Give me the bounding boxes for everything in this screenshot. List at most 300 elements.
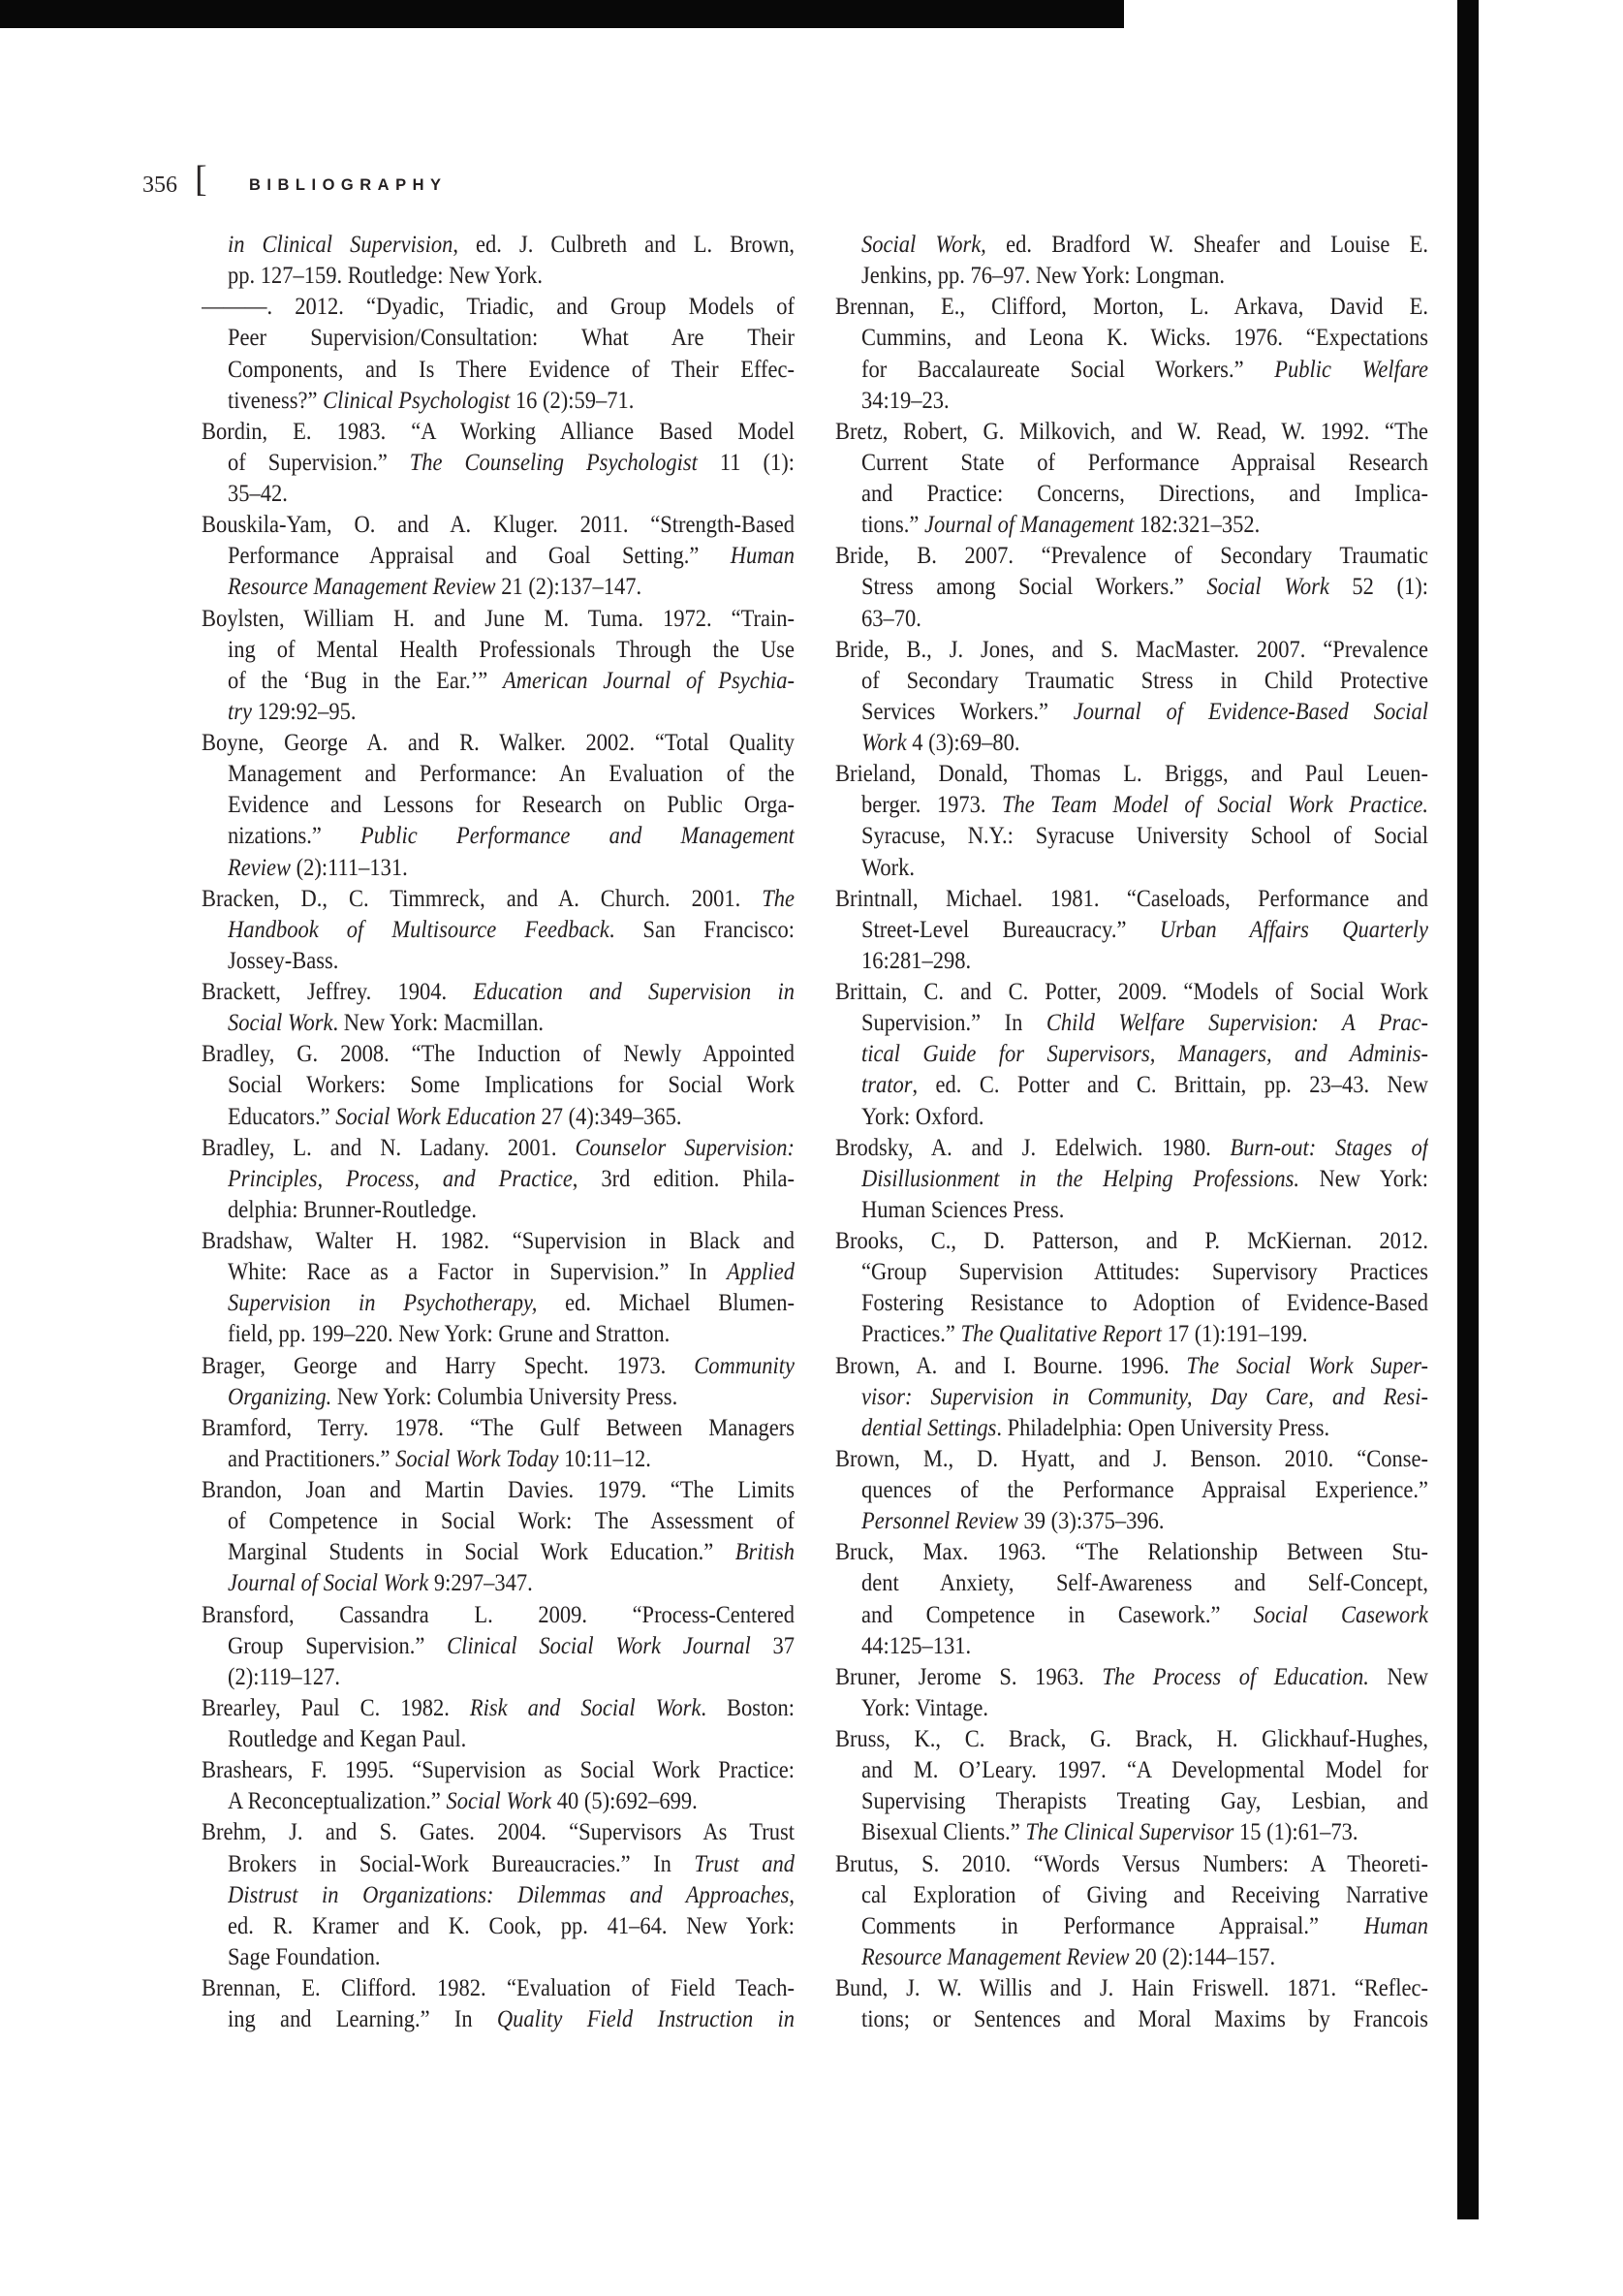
bib-line	[861, 697, 1428, 728]
bib-text-segment: 40 (5):692–699.	[551, 1788, 698, 1815]
bib-line	[835, 1849, 1428, 1880]
bib-line	[835, 1973, 1428, 2004]
bib-line	[835, 1662, 1428, 1693]
bib-line	[835, 1133, 1428, 1164]
bib-title-segment: Personnel Review	[861, 1508, 1018, 1535]
bib-text-segment: 44:125–131.	[861, 1632, 972, 1659]
bib-text-segment: 15 (1):61–73.	[1233, 1819, 1358, 1846]
bib-line	[202, 1600, 795, 1631]
bib-title-segment: Human	[1363, 1912, 1428, 1939]
bib-line	[861, 479, 1428, 510]
bib-text-segment: Brown, M., D. Hyatt, and J. Benson. 2010. “Conse-	[835, 1445, 1428, 1472]
bib-line	[228, 1382, 795, 1413]
bib-line	[861, 728, 1428, 759]
bib-line	[861, 323, 1428, 354]
bib-line	[228, 572, 795, 603]
bib-line	[228, 1288, 795, 1319]
bib-text-segment: ing and Learning.” In	[228, 2006, 497, 2033]
bib-text-segment: Bramford, Terry. 1978. “The Gulf Between Managers	[202, 1414, 795, 1441]
bib-line	[835, 884, 1428, 915]
bib-title-segment: Organizing.	[228, 1383, 332, 1410]
bib-text-segment: Brintnall, Michael. 1981. “Caseloads, Performance and	[835, 885, 1428, 912]
bib-text-segment: . Boston:	[701, 1694, 795, 1721]
bib-line	[861, 1070, 1428, 1101]
bib-text-segment: Bretz, Robert, G. Milkovich, and W. Read, W. 1992. “The	[835, 418, 1428, 445]
bib-title-segment: Clinical Social Work Journal	[447, 1632, 751, 1659]
bib-line	[835, 541, 1428, 572]
bib-line	[228, 230, 795, 261]
bib-line	[202, 1039, 795, 1070]
bib-line	[228, 1164, 795, 1195]
bib-text-segment: 4 (3):69–80.	[906, 730, 1020, 756]
bib-line	[861, 1600, 1428, 1631]
bib-text-segment: Bordin, E. 1983. “A Working Alliance Based Model	[202, 418, 795, 445]
bib-line	[228, 1786, 795, 1817]
bib-title-segment: Education and Supervision in	[473, 979, 795, 1005]
bib-line	[835, 977, 1428, 1008]
scan-artifact-right-bar	[1457, 0, 1479, 2219]
bibliography-column-right	[835, 230, 1428, 2035]
bib-text-segment: Sage Foundation.	[228, 1943, 381, 1970]
bib-line	[861, 946, 1428, 977]
bib-line	[228, 1631, 795, 1662]
bib-text-segment: Jossey-Bass.	[228, 947, 339, 974]
bib-text-segment: ed. Michael Blumen-	[537, 1290, 795, 1317]
bib-line	[861, 386, 1428, 417]
bib-line	[228, 759, 795, 790]
bib-title-segment: Applied	[727, 1259, 795, 1286]
bib-text-segment: 34:19–23.	[861, 387, 950, 414]
bib-line	[861, 448, 1428, 479]
bib-text-segment: , 3rd edition. Phila-	[572, 1165, 795, 1192]
bib-title-segment: The	[762, 885, 795, 912]
bib-text-segment: (2):111–131.	[290, 854, 408, 881]
bib-line	[228, 2004, 795, 2035]
bib-text-segment: of the ‘Bug in the Ear.’”	[228, 667, 503, 694]
bib-text-segment: Brennan, E., Clifford, Morton, L. Arkava, David E.	[835, 294, 1428, 321]
bib-text-segment: (2):119–127.	[228, 1663, 341, 1690]
bib-text-segment: of Secondary Traumatic Stress in Child Protective	[861, 667, 1428, 694]
bib-title-segment: Clinical Psychologist	[323, 387, 511, 414]
bib-text-segment: ed. R. Kramer and K. Cook, pp. 41–64. New York:	[228, 1912, 795, 1939]
bib-line	[861, 821, 1428, 852]
bib-line	[228, 853, 795, 884]
bib-text-segment: Management and Performance: An Evaluation of the	[228, 761, 795, 788]
page-title: BIBLIOGRAPHY	[249, 176, 448, 194]
bib-text-segment: Bradley, G. 2008. “The Induction of Newly Appointed	[202, 1041, 795, 1068]
bib-line	[228, 666, 795, 697]
bib-title-segment: trator	[861, 1072, 913, 1099]
bib-line	[228, 541, 795, 572]
bib-text-segment: “Group Supervision Attitudes: Supervisory Practices	[861, 1259, 1428, 1286]
bib-line	[835, 759, 1428, 790]
bib-title-segment: The Process of Education.	[1102, 1663, 1369, 1690]
bib-title-segment: Journal of Management	[923, 512, 1135, 539]
bib-line	[202, 510, 795, 541]
bibliography-column-left	[202, 230, 795, 2035]
bib-line	[861, 1413, 1428, 1444]
bib-title-segment: Resource Management Review	[861, 1943, 1130, 1970]
bib-text-segment: Bruss, K., C. Brack, G. Brack, H. Glickhauf-Hughes,	[835, 1726, 1428, 1752]
bib-title-segment: Distrust in Organizations: Dilemmas and Approaches	[228, 1881, 790, 1908]
bib-text-segment: 10:11–12.	[558, 1445, 651, 1472]
bib-text-segment: Peer Supervision/Consultation: What Are Their	[228, 325, 795, 352]
bib-title-segment: Social Work Education	[335, 1103, 536, 1130]
bib-line	[228, 1537, 795, 1568]
bib-line	[228, 1195, 795, 1226]
bib-line	[861, 853, 1428, 884]
bib-text-segment: Current State of Performance Appraisal Research	[861, 449, 1428, 476]
bib-text-segment: , ed. C. Potter and C. Brittain, pp. 23–43. New	[912, 1072, 1428, 1099]
bib-text-segment: Bracken, D., C. Timmreck, and A. Church. 2001.	[202, 885, 763, 912]
bib-line	[861, 355, 1428, 386]
bib-line	[228, 1911, 795, 1942]
bib-text-segment: tions.”	[861, 512, 924, 539]
bib-line	[861, 1475, 1428, 1506]
bib-text-segment: 39 (3):375–396.	[1017, 1508, 1165, 1535]
bib-title-segment: Public Welfare	[1274, 356, 1428, 383]
bib-text-segment: Bradley, L. and N. Ladany. 2001.	[202, 1134, 576, 1161]
bib-line	[861, 915, 1428, 946]
bib-text-segment: Marginal Students in Social Work Education.”	[228, 1539, 735, 1566]
bib-line	[861, 1568, 1428, 1599]
bib-title-segment: Risk and Social Work	[469, 1694, 702, 1721]
bib-text-segment: Brearley, Paul C. 1982.	[202, 1694, 470, 1721]
bib-text-segment: , ed. J. Culbreth and L. Brown,	[453, 232, 795, 258]
bib-line	[228, 1662, 795, 1693]
bib-line	[202, 1973, 795, 2004]
bib-text-segment: 16:281–298.	[861, 947, 972, 974]
bib-text-segment: of Supervision.”	[228, 449, 410, 476]
bib-line	[861, 510, 1428, 541]
bib-text-segment: field, pp. 199–220. New York: Grune and Stratton.	[228, 1321, 671, 1348]
bib-text-segment: Bradshaw, Walter H. 1982. “Supervision in Black and	[202, 1228, 795, 1254]
bib-line	[202, 1475, 795, 1506]
bib-line	[835, 1537, 1428, 1568]
bib-title-segment: Quality Field Instruction in	[496, 2006, 795, 2033]
bib-title-segment: Principles, Process, and Practice	[228, 1165, 573, 1192]
bib-line	[228, 1942, 795, 1973]
bib-line	[228, 261, 795, 292]
bib-title-segment: Social Work	[446, 1788, 552, 1815]
bib-line	[202, 884, 795, 915]
bib-text-segment: 37	[750, 1632, 795, 1659]
bib-title-segment: visor: Supervision in Community, Day Care, and Resi-	[861, 1383, 1428, 1410]
bib-text-segment: Supervision.” In	[861, 1010, 1046, 1037]
bib-line	[202, 1817, 795, 1848]
bib-title-segment: American Journal of Psychia-	[502, 667, 795, 694]
bib-line	[228, 635, 795, 666]
bib-line	[861, 1693, 1428, 1724]
bib-text-segment: Bransford, Cassandra L. 2009. “Process-Centered	[202, 1601, 795, 1628]
bib-text-segment: Jenkins, pp. 76–97. New York: Longman.	[861, 263, 1226, 290]
bib-text-segment: delphia: Brunner-Routledge.	[228, 1196, 477, 1223]
bib-text-segment: 9:297–347.	[428, 1570, 533, 1597]
bib-text-segment: 20 (2):144–157.	[1129, 1943, 1276, 1970]
bib-text-segment: berger. 1973.	[861, 792, 1002, 819]
header-bracket-glyph: [	[195, 159, 207, 200]
bib-text-segment: 129:92–95.	[252, 698, 357, 725]
bib-text-segment: Supervising Therapists Treating Gay, Lesbian, and	[861, 1788, 1428, 1815]
bib-text-segment: Practices.”	[861, 1321, 961, 1348]
bib-text-segment: Brokers in Social-Work Bureaucracies.” In	[228, 1850, 695, 1877]
bib-title-segment: Public Performance and Management	[360, 823, 795, 850]
bib-text-segment: Brutus, S. 2010. “Words Versus Numbers: A Theoreti-	[835, 1850, 1428, 1877]
bib-text-segment: Brashears, F. 1995. “Supervision as Social Work Practice:	[202, 1757, 795, 1784]
bib-line	[202, 728, 795, 759]
bib-text-segment: Bruck, Max. 1963. “The Relationship Between Stu-	[835, 1539, 1428, 1566]
bib-line	[202, 977, 795, 1008]
bib-title-segment: Social Work	[228, 1010, 333, 1037]
bib-text-segment: cal Exploration of Giving and Receiving Narrative	[861, 1881, 1428, 1908]
bib-text-segment: dent Anxiety, Self-Awareness and Self-Concept,	[861, 1570, 1428, 1597]
bib-text-segment: Brittain, C. and C. Potter, 2009. “Models of Social Work	[835, 979, 1428, 1005]
bib-text-segment: Bruner, Jerome S. 1963.	[835, 1663, 1103, 1690]
bib-line	[861, 1786, 1428, 1817]
bib-line	[228, 1319, 795, 1350]
bib-text-segment: 182:321–352.	[1134, 512, 1261, 539]
bib-text-segment: Brieland, Donald, Thomas L. Briggs, and Paul Leuen-	[835, 761, 1428, 788]
bib-line	[228, 1102, 795, 1133]
bib-line	[861, 1102, 1428, 1133]
bib-line	[861, 1755, 1428, 1786]
bib-line	[202, 604, 795, 635]
bib-text-segment: Stress among Social Workers.”	[861, 574, 1207, 601]
bib-text-segment: and Practice: Concerns, Directions, and Implica-	[861, 481, 1428, 507]
bib-title-segment: Child Welfare Supervision: A Prac-	[1046, 1010, 1428, 1037]
bib-line	[202, 1755, 795, 1786]
bib-text-segment: 17 (1):191–199.	[1161, 1321, 1308, 1348]
bib-text-segment: Group Supervision.”	[228, 1632, 448, 1659]
bib-line	[861, 1506, 1428, 1537]
bib-title-segment: Trust and	[694, 1850, 795, 1877]
bib-text-segment: Bisexual Clients.”	[861, 1819, 1026, 1846]
bib-text-segment: Brehm, J. and S. Gates. 2004. “Supervisors As Trust	[202, 1819, 795, 1846]
bib-line	[228, 1880, 795, 1911]
bib-title-segment: in Clinical Supervision	[228, 232, 453, 258]
bib-text-segment: 16 (2):59–71.	[510, 387, 635, 414]
bib-text-segment: Bride, B., J. Jones, and S. MacMaster. 2007. “Prevalence	[835, 636, 1428, 663]
bib-text-segment: Bride, B. 2007. “Prevalence of Secondary Traumatic	[835, 543, 1428, 570]
bib-line	[861, 1257, 1428, 1288]
bib-line	[202, 1351, 795, 1382]
scan-artifact-top-bar	[0, 0, 1124, 28]
bib-text-segment: nizations.”	[228, 823, 361, 850]
bib-text-segment: Performance Appraisal and Goal Setting.”	[228, 543, 731, 570]
bib-line	[228, 1568, 795, 1599]
bib-text-segment: Social Workers: Some Implications for Social Work	[228, 1072, 795, 1099]
bib-line	[228, 697, 795, 728]
bib-line	[228, 1070, 795, 1101]
bib-line	[861, 1008, 1428, 1039]
page-number: 356	[142, 173, 177, 198]
bib-line	[835, 1444, 1428, 1475]
bib-title-segment: Disillusionment in the Helping Professions.	[861, 1165, 1299, 1192]
bib-text-segment: Brandon, Joan and Martin Davies. 1979. “The Limits	[202, 1477, 795, 1503]
bib-text-segment: . San Francisco:	[609, 916, 795, 943]
bib-text-segment: and M. O’Leary. 1997. “A Developmental Model for	[861, 1757, 1428, 1784]
bib-title-segment: Counselor Supervision:	[575, 1134, 795, 1161]
bib-line	[835, 292, 1428, 323]
bib-line	[861, 1164, 1428, 1195]
bib-title-segment: The Qualitative Report	[960, 1321, 1162, 1348]
bib-text-segment: Brager, George and Harry Specht. 1973.	[202, 1352, 695, 1379]
bib-text-segment: York: Vintage.	[861, 1694, 988, 1721]
bib-title-segment: Burn-out: Stages of	[1230, 1134, 1428, 1161]
bib-text-segment: 35–42.	[228, 481, 288, 507]
bib-title-segment: Resource Management Review	[228, 574, 496, 601]
bib-text-segment: ed. Bradford W. Sheafer and Louise E.	[985, 232, 1428, 258]
bib-title-segment: The Team Model of Social Work Practice.	[1001, 792, 1428, 819]
bib-text-segment: Boyne, George A. and R. Walker. 2002. “Total Quality	[202, 730, 795, 756]
bib-line	[835, 1351, 1428, 1382]
bib-text-segment: Fostering Resistance to Adoption of Evidence-Based	[861, 1290, 1428, 1317]
bib-text-segment: Routledge and Kegan Paul.	[228, 1726, 467, 1752]
bib-title-segment: Social Work	[1206, 574, 1329, 601]
bib-text-segment: Bouskila-Yam, O. and A. Kluger. 2011. “Strength-Based	[202, 512, 795, 539]
bib-title-segment: The Social Work Super-	[1186, 1352, 1428, 1379]
bib-text-segment: York: Oxford.	[861, 1103, 984, 1130]
bib-line	[861, 1942, 1428, 1973]
bib-title-segment: tical Guide for Supervisors, Managers, and Adminis-	[861, 1041, 1428, 1068]
bib-line	[861, 1195, 1428, 1226]
bib-line	[861, 1880, 1428, 1911]
bib-title-segment: dential Settings	[861, 1414, 997, 1441]
bib-line	[861, 230, 1428, 261]
bib-text-segment: and Competence in Casework.”	[861, 1601, 1254, 1628]
bib-line	[202, 1693, 795, 1724]
bib-text-segment: Street-Level Bureaucracy.”	[861, 916, 1160, 943]
bib-text-segment: 21 (2):137–147.	[495, 574, 642, 601]
bib-text-segment: tions; or Sentences and Moral Maxims by Francois	[861, 2006, 1428, 2033]
bib-line	[202, 292, 795, 323]
bib-line	[861, 1039, 1428, 1070]
bib-line	[861, 1382, 1428, 1413]
bib-text-segment: for Baccalaureate Social Workers.”	[861, 356, 1275, 383]
bib-title-segment: Journal of Evidence-Based Social	[1073, 698, 1428, 725]
bib-line	[228, 479, 795, 510]
bib-line	[861, 790, 1428, 821]
bib-text-segment: Human Sciences Press.	[861, 1196, 1065, 1223]
bib-title-segment: British	[734, 1539, 795, 1566]
bib-title-segment: Urban Affairs Quarterly	[1159, 916, 1428, 943]
bib-line	[228, 1257, 795, 1288]
bib-line	[861, 666, 1428, 697]
bib-title-segment: Human	[730, 543, 795, 570]
bib-title-segment: Supervision in Psychotherapy,	[228, 1290, 538, 1317]
bib-title-segment: Journal of Social Work	[228, 1570, 429, 1597]
bib-line	[861, 2004, 1428, 2035]
bib-text-segment: Brodsky, A. and J. Edelwich. 1980.	[835, 1134, 1231, 1161]
bib-text-segment: Cummins, and Leona K. Wicks. 1976. “Expectations	[861, 325, 1428, 352]
bib-line	[835, 417, 1428, 448]
bib-text-segment: Components, and Is There Evidence of Their Effec-	[228, 356, 795, 383]
bib-text-segment: of Competence in Social Work: The Assessment of	[228, 1508, 795, 1535]
bib-title-segment: The Counseling Psychologist	[409, 449, 698, 476]
bib-title-segment: Work	[861, 730, 907, 756]
bib-text-segment: and Practitioners.”	[228, 1445, 396, 1472]
bib-line	[228, 323, 795, 354]
bib-text-segment: White: Race as a Factor in Supervision.” In	[228, 1259, 728, 1286]
bib-text-segment: Work.	[861, 854, 916, 881]
bib-line	[861, 1817, 1428, 1848]
bib-text-segment: Boylsten, William H. and June M. Tuma. 1972. “Train-	[202, 605, 795, 632]
bib-line	[228, 1506, 795, 1537]
bib-title-segment: Social Work,	[861, 232, 986, 258]
bib-line	[228, 1008, 795, 1039]
bib-line	[835, 635, 1428, 666]
bib-text-segment: ing of Mental Health Professionals Through the Use	[228, 636, 795, 663]
bib-text-segment: Bund, J. W. Willis and J. Hain Friswell. 1871. “Reflec-	[835, 1975, 1428, 2001]
bib-title-segment: Community	[694, 1352, 795, 1379]
bib-text-segment: New York:	[1298, 1165, 1428, 1192]
bib-text-segment: ———. 2012. “Dyadic, Triadic, and Group Models of	[202, 294, 795, 321]
bib-text-segment: 27 (4):349–365.	[535, 1103, 682, 1130]
bib-text-segment: Brooks, C., D. Patterson, and P. McKiernan. 2012.	[835, 1228, 1428, 1254]
bib-text-segment: New York: Columbia University Press.	[331, 1383, 678, 1410]
bib-text-segment: Evidence and Lessons for Research on Public Orga-	[228, 792, 795, 819]
bib-line	[835, 1226, 1428, 1257]
bib-line	[202, 417, 795, 448]
bib-line	[228, 1444, 795, 1475]
bib-line	[861, 261, 1428, 292]
bib-title-segment: Handbook of Multisource Feedback	[228, 916, 609, 943]
bib-line	[861, 1319, 1428, 1350]
bib-line	[228, 915, 795, 946]
bib-line	[228, 448, 795, 479]
bib-line	[228, 386, 795, 417]
bib-line	[861, 1288, 1428, 1319]
bib-line	[861, 1911, 1428, 1942]
bib-line	[228, 790, 795, 821]
bib-title-segment: The Clinical Supervisor	[1025, 1819, 1234, 1846]
bib-text-segment: Brown, A. and I. Bourne. 1996.	[835, 1352, 1187, 1379]
bib-line	[202, 1133, 795, 1164]
bib-text-segment: ,	[789, 1881, 795, 1908]
bib-text-segment: Comments in Performance Appraisal.”	[861, 1912, 1364, 1939]
bib-text-segment: Brennan, E. Clifford. 1982. “Evaluation of Field Teach-	[202, 1975, 795, 2001]
bib-text-segment: 11 (1):	[697, 449, 795, 476]
bib-text-segment: quences of the Performance Appraisal Experience.”	[861, 1477, 1428, 1503]
bib-line	[202, 1226, 795, 1257]
bib-text-segment: Syracuse, N.Y.: Syracuse University School of Social	[861, 823, 1428, 850]
bib-line	[861, 1631, 1428, 1662]
bib-line	[202, 1413, 795, 1444]
bib-text-segment: . New York: Macmillan.	[332, 1010, 545, 1037]
bib-text-segment: pp. 127–159. Routledge: New York.	[228, 263, 543, 290]
bib-line	[835, 1724, 1428, 1755]
bib-text-segment: Brackett, Jeffrey. 1904.	[202, 979, 474, 1005]
bib-title-segment: Review	[228, 854, 291, 881]
bib-text-segment: . Philadelphia: Open University Press.	[996, 1414, 1330, 1441]
bib-line	[228, 355, 795, 386]
bib-text-segment: New	[1368, 1663, 1428, 1690]
bib-title-segment: Social Work Today	[395, 1445, 559, 1472]
bib-text-segment: 63–70.	[861, 605, 921, 632]
bib-text-segment: A Reconceptualization.”	[228, 1788, 447, 1815]
bib-text-segment: Services Workers.”	[861, 698, 1074, 725]
bib-text-segment: Educators.”	[228, 1103, 336, 1130]
bib-line	[228, 946, 795, 977]
bib-line	[228, 821, 795, 852]
bib-title-segment: try	[228, 698, 253, 725]
bib-title-segment: Social Casework	[1253, 1601, 1428, 1628]
bib-line	[228, 1849, 795, 1880]
bib-line	[228, 1724, 795, 1755]
bib-text-segment: 52 (1):	[1328, 574, 1428, 601]
bib-line	[861, 604, 1428, 635]
bib-line	[861, 572, 1428, 603]
